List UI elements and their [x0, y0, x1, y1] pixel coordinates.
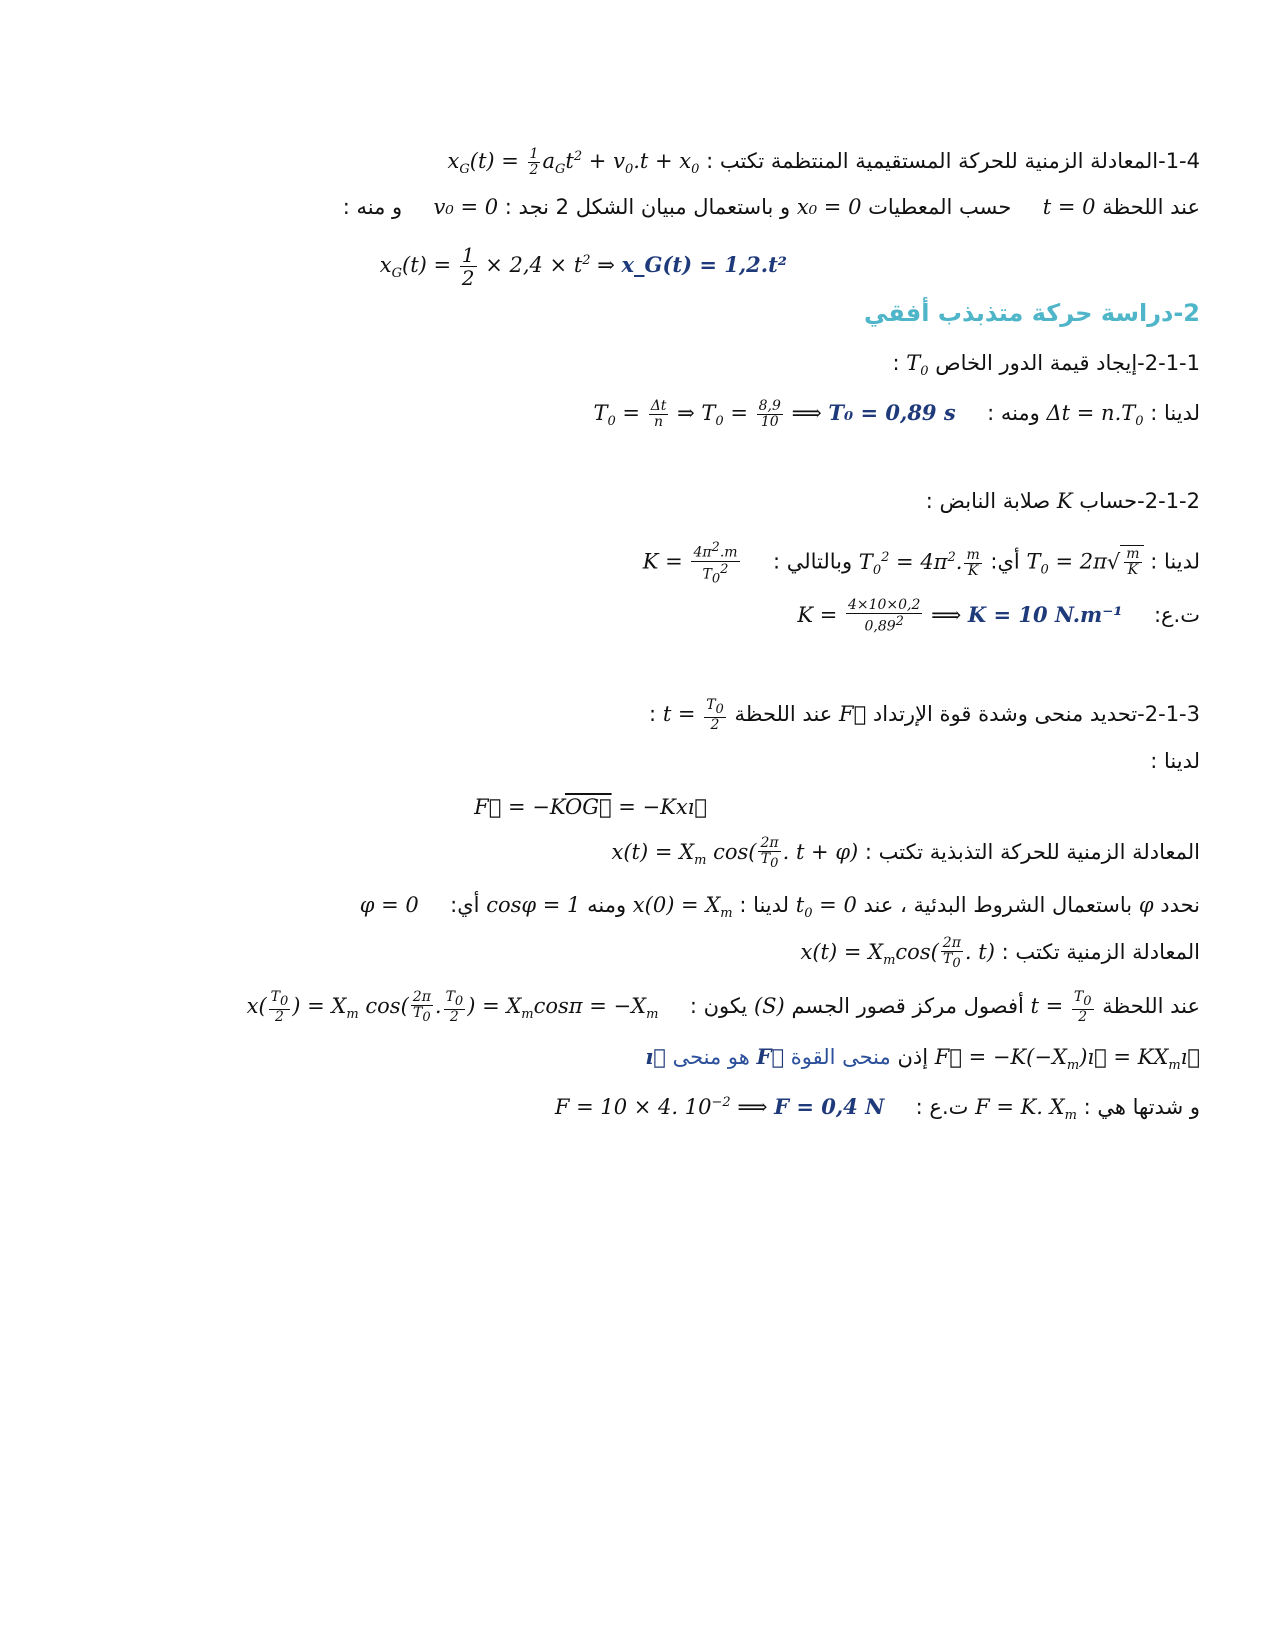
text-l13e: أي: [450, 893, 480, 917]
we-have-line: لدينا : [1150, 749, 1200, 773]
text-l13c: لدينا : [739, 893, 790, 917]
section-heading: 2-دراسة حركة متذبذب أفقي [864, 299, 1200, 327]
text-l7c: وبالتالي : [772, 549, 853, 574]
uniform-motion-equation-line [448, 142, 1200, 185]
stiffness-title-line: 2-1-2-حساب K صلابة النابض : [925, 489, 1200, 513]
text-l13a: نحدد [1160, 893, 1200, 917]
text-l12: المعادلة الزمنية للحركة التذبذية تكتب : [864, 839, 1200, 864]
force-magnitude-line: و شدتها هي : F = K. $X_m$ ت.ع : F = 10 × 4. $10^{-2}$ ⟹ F = 0,4 N [554, 1094, 1200, 1124]
text-l5b: ومنه : [987, 401, 1040, 425]
equation-xg-result: $x_G(t)$ = $\frac{1}{2}$ × $2,4 \times t^2$ ⇒ x_G(t) = 1,2.t² [379, 243, 787, 290]
text-l13b: باستعمال الشروط البدئية ، عند [863, 893, 1133, 917]
text-l15c: يكون : [689, 993, 748, 1018]
result-xg: x_G(t) = 1,2.t² [621, 252, 787, 277]
text-l16b: منحى القوة [790, 1045, 891, 1069]
text-l2d: و منه : [342, 195, 403, 219]
text-l13d: ومنه [587, 893, 627, 917]
stiffness-result-line: ت.ع: K = $\frac{4\times 10\times 0,2}{0,89^2}$ ⟹ K = 10 N.m⁻¹ [797, 597, 1200, 635]
text-l4: 2-1-1-إيجاد قيمة الدور الخاص [935, 351, 1200, 375]
force-direction-line: F⃗ = $-K(-X_m)ı⃗$ = $KX_mı⃗$ إذن منحى القوة F⃗ هو منحى ı⃗ [645, 1044, 1200, 1074]
text-l2a: عند اللحظة [1102, 195, 1200, 219]
phase-line: نحدد φ باستعمال الشروط البدئية ، عند $t_0 = 0$ لدينا : $x(0) = X_m$ ومنه cosφ = 1 أي: φ = 0 [359, 893, 1200, 922]
time-equation-line: المعادلة الزمنية تكتب : $x(t) = X_m\cos$( $\frac{2\pi}{T_0}$ . t) [800, 935, 1200, 971]
text-l6b: صلابة النابض : [925, 489, 1051, 513]
text-l2b: حسب المعطيات [868, 195, 1012, 219]
force-vector-line: F⃗ = $-K\overline{OG}⃗$ = −Kxı⃗ [474, 795, 707, 819]
result-F: F = 0,4 N [774, 1094, 885, 1119]
text-l6a: 2-1-2-حساب [1079, 489, 1200, 513]
eq-x0: x₀ = 0 [796, 195, 862, 219]
text-l9b: عند اللحظة [734, 701, 833, 726]
text-l7b: أي: [990, 549, 1020, 574]
result-K: K = 10 N.m⁻¹ [967, 601, 1123, 627]
text-l16c: هو منحى [672, 1045, 750, 1069]
text-l9a: 2-1-3-تحديد منحى وشدة قوة الإرتداد [872, 701, 1200, 726]
text-l5a: لدينا : [1150, 401, 1200, 425]
text-l17a: و شدتها هي : [1083, 1095, 1200, 1119]
oscillation-equation-line: المعادلة الزمنية للحركة التذبذية تكتب : $x(t) = X_m$ cos( $\frac{2\pi}{T_0}$ . t + φ) [611, 835, 1200, 871]
text-l1: 1-4-المعادلة الزمنية للحركة المستقيمية المنتظمة تكتب : [706, 149, 1200, 173]
text-l14: المعادلة الزمنية تكتب : [1001, 939, 1200, 964]
text-l8a: ت.ع: [1153, 602, 1200, 627]
text-l2c: و باستعمال مبيان الشكل 2 نجد : [504, 195, 791, 219]
text-l15b: أفصول مركز قصور الجسم [791, 993, 1024, 1018]
abscissa-line: عند اللحظة t = $\frac{T_0}{2}$ أفصول مركز قصور الجسم (S) يكون : x( $\frac{T_0}{2}$ ) = $X_m$ cos( $\frac{2\pi}{T_0}$ . $\frac{T_0}{2}$ ) = $X_m\cos\pi = -X_m$ [246, 989, 1200, 1025]
equation-xg: $x_G(t)$ = $\frac{1}{2}$ $a_Gt^2 + v_0.t + x_0$ [447, 146, 700, 178]
initial-conditions-line [343, 192, 1200, 222]
text-l15a: عند اللحظة [1102, 993, 1200, 1018]
eq-t0: t = 0 [1042, 195, 1096, 219]
position-result-line [380, 244, 787, 289]
eq-v0: v₀ = 0 [433, 195, 499, 219]
force-title-line: 2-1-3-تحديد منحى وشدة قوة الإرتداد F⃗ عند اللحظة t = $\frac{T_0}{2}$ : [649, 697, 1200, 733]
period-calc-line: لدينا : $\Delta t = n.T_0$ ومنه : $T_0$ = $\frac{\Delta t}{n}$ ⇒ $T_0$ = $\frac{8,9}{10}$ ⟹ T₀ = 0,89 s [593, 398, 1200, 430]
result-T0: T₀ = 0,89 s [828, 400, 956, 425]
text-l17b: ت.ع : [915, 1095, 969, 1119]
stiffness-formula-line: لدينا : $T_0 = 2\pi√$ $\frac{m}{K}$ أي: $T_0^2 = 4\pi^2$. $\frac{m}{K}$ وبالتالي : K = $\frac{4\pi^2.m}{T_0^2}$ [642, 540, 1200, 587]
period-title-line: 2-1-1-إيجاد قيمة الدور الخاص $T_0$ : [892, 351, 1200, 380]
text-l16a: إذن [897, 1045, 929, 1069]
text-l7a: لدينا : [1150, 549, 1200, 574]
